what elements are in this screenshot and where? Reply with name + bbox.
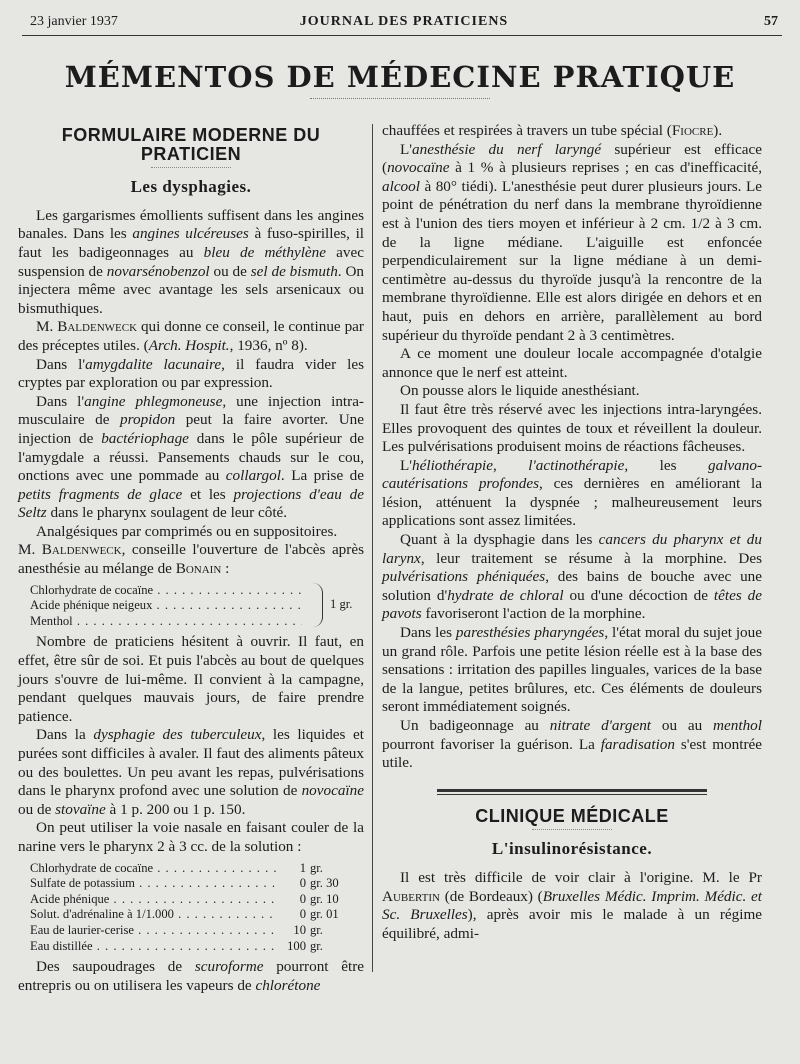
paragraph: Il est très difficile de voir clair à l'origine. M. le Pr Aubertin (de Bordeaux) (Bruxelles Médic. Imprim. Médic. et Sc. Bruxelles), après avoir mis le malade à un régime équilibré, admi- — [382, 868, 762, 942]
paragraph: Un badigeonnage au nitrate d'argent ou au menthol pourront favoriser la guérison. La faradisation s'est montrée utile. — [382, 717, 763, 772]
section-ornament — [532, 829, 612, 830]
prescription-item: Sulfate de potassium . . . 0 gr. 30 — [30, 876, 364, 892]
paragraph: Analgésiques par comprimés ou en suppositoires. — [36, 522, 338, 540]
paragraph: Il faut être très réservé avec les injections intra-laryngées. Elles provoquent des quintes de toux et réveillent la douleur. Les pulvérisations produisent moins de réactions fâcheuses. — [382, 400, 762, 456]
paragraph: L'héliothérapie, l'actinothérapie, les galvano-cautérisations profondes, ces dernières en améliorant la lésion, atténuent la dyspnée ; malheureusement leurs applications sont assez limitées. — [382, 456, 763, 530]
paragraph: M. Baldenweck, conseille l'ouverture de l'abcès après anesthésie au mélange de Bonain : — [18, 541, 364, 578]
issue-date: 23 janvier 1937 — [30, 14, 118, 29]
left-column — [18, 122, 364, 995]
paragraph: Quant à la dysphagie dans les cancers du pharynx et du larynx, leur traitement se résume à la morphine. Des pulvérisations phéniquées, des bains de bouche avec une solution d'hydrate de chloral ou d'une décoction de têtes de pavots favoriseront l'action de la morphine. — [382, 531, 762, 623]
journal-name: JOURNAL DES PRATICIENS — [299, 14, 509, 29]
article-title: L'insulinorésistance. — [491, 839, 653, 859]
prescription-nasal — [30, 861, 364, 955]
prescription-bonain — [30, 583, 364, 630]
paragraph: Dans la dysphagie des tuberculeux, les liquides et purées sont difficiles à avaler. Il faut des aliments pâteux ou des boulettes. Un peu avant les repas, pulvérisations dans le pharynx profond avec une solution de novocaïne ou de stovaïne à 1 p. 200 ou 1 p. 150. — [18, 726, 364, 818]
prescription-item: Menthol . . . — [30, 614, 364, 630]
paragraph: Des saupoudrages de scuroforme pourront être entrepris ou on utilisera les vapeurs de chlorétone — [18, 958, 365, 994]
right-column — [382, 122, 762, 943]
section-title: FORMULAIRE MODERNE DU PRATICIEN — [61, 125, 321, 164]
section-rule — [437, 789, 707, 792]
header-rule — [22, 35, 782, 36]
section-ornament — [151, 167, 231, 168]
page-title: MÉMENTOS DE MÉDECINE PRATIQUE — [64, 60, 736, 94]
paragraph: Dans les paresthésies pharyngées, l'état moral du sujet joue un grand rôle. Parfois une petite lésion réelle est à la base des sensations : irritation des papilles linguales, varices de la base de la langue, petites brûlures, etc. Ces éléments de douleurs seront immédiatement soignés. — [382, 624, 762, 716]
running-header — [30, 14, 778, 34]
prescription-item: Acide phénique . . . 0 gr. 10 — [30, 892, 364, 908]
page-number: 57 — [764, 14, 778, 29]
paragraph: Dans l'angine phlegmoneuse, une injection intra-musculaire de propidon peut la faire avorter. Une injection de bactériophage dans le pôle supérieur de l'amygdale a réussi. Pansements chauds sur le cou, onctions avec une pommade au collargol. La prise de petits fragments de glace et les projections d'eau de Seltz dans le pharynx soulagent de leur côté. — [18, 392, 365, 522]
prescription-item: Chlorhydrate de cocaïne . . . — [30, 583, 364, 599]
prescription-item: Chlorhydrate de cocaïne . . . 1 gr. — [30, 861, 364, 877]
brace — [312, 583, 323, 627]
paragraph: chauffées et respirées à travers un tube spécial (Fiocre). — [382, 122, 723, 139]
prescription-item: Eau distillée . . . 100 gr. — [30, 939, 364, 955]
prescription-amount: 1 gr. — [330, 596, 353, 611]
paragraph: M. Baldenweck qui donne ce conseil, le continue par des préceptes utiles. (Arch. Hospit., 1936, nº 8). — [18, 318, 364, 354]
section-rule-thin — [437, 794, 707, 795]
paragraph: Dans l'amygdalite lacunaire, il faudra vider les cryptes par exploration ou par expression. — [18, 355, 364, 392]
section-title: CLINIQUE MÉDICALE — [475, 805, 669, 826]
prescription-item: Eau de laurier-cerise . . . 10 gr. — [30, 923, 364, 939]
paragraph: Nombre de praticiens hésitent à ouvrir. Il faut, en effet, être sûr de soi. Et puis l'abcès au bout de quelques jours s'ouvre de lui-même. Il convient à la campagne, pendant quelques mauvais jours, de faire prendre patience. — [18, 633, 364, 725]
prescription-item: Acide phénique neigeux . . . — [30, 598, 364, 614]
title-ornament — [310, 98, 490, 99]
paragraph: On peut utiliser la voie nasale en faisant couler de la narine vers le pharynx 2 à 3 cc. de la solution : — [18, 819, 364, 855]
prescription-item: Solut. d'adrénaline à 1/1.000 . . . 0 gr. 01 — [30, 907, 364, 923]
column-separator — [372, 124, 373, 972]
article-title: Les dysphagies. — [130, 177, 252, 197]
paragraph: L'anesthésie du nerf laryngé supérieur est efficace (novocaïne à 1 % à plusieurs reprises ; en cas d'inefficacité, alcool à 80° tiédi). L'anesthésie peut durer plusieurs jours. Le point de pénétration du nerf dans la membrane thyroïdienne est à l'union des tiers moyen et inférieur à 2 cm. 1/2 à 3 cm. de la ligne médiane. L'aiguille est enfoncée perpendiculairement sur la ligne médiane à un demi-centimètre au-dessus du thyroïde jusqu'à la rencontre de la membrane thyroïdienne. Elle est alors dirigée en dehors et en haut, puis en dehors en arrière, parallèlement au bord supérieur du thyroïde pendant 2 à 3 centimètres. — [382, 140, 762, 344]
paragraph: On pousse alors le liquide anesthésiant. — [400, 382, 640, 400]
paragraph: A ce moment une douleur locale accompagnée d'otalgie annonce que le nerf est atteint. — [382, 345, 762, 381]
paragraph: Les gargarismes émollients suffisent dans les angines banales. Dans les angines ulcéreuses à fuso-spirilles, il faut les badigeonnages au bleu de méthylène avec suspension de novarsénobenzol ou de sel de bismuth. On injectera même avec avantage les sels arsenicaux ou bismuthiques. — [18, 206, 365, 317]
